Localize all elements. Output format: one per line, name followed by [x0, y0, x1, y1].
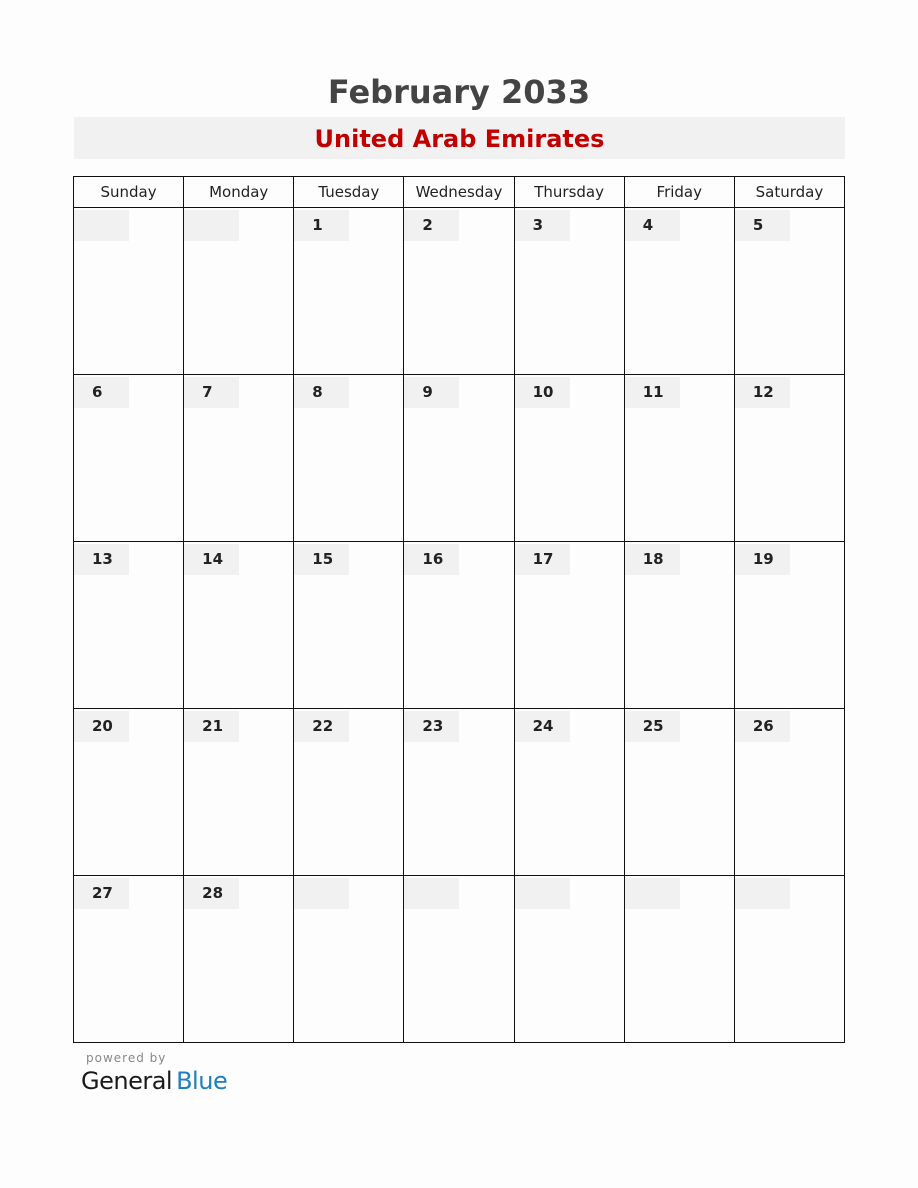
date-badge: 24: [515, 711, 570, 742]
day-cell: [734, 375, 844, 542]
day-cell: [404, 542, 514, 709]
date-badge: [294, 878, 349, 909]
day-cell: [294, 709, 404, 876]
country-title: United Arab Emirates: [314, 125, 605, 153]
date-badge: 13: [74, 544, 129, 575]
day-cell: [74, 375, 184, 542]
date-badge: 23: [404, 711, 459, 742]
date-badge: [74, 210, 129, 241]
date-badge: 26: [735, 711, 790, 742]
day-cell: [514, 876, 624, 1043]
date-badge: [404, 878, 459, 909]
day-cell: [514, 208, 624, 375]
day-cell: [404, 208, 514, 375]
day-cell: [624, 208, 734, 375]
date-badge: [184, 210, 239, 241]
date-badge: [625, 878, 680, 909]
day-cell: [404, 876, 514, 1043]
day-cell: [74, 208, 184, 375]
date-badge: 8: [294, 377, 349, 408]
week-row-5: [74, 876, 845, 1043]
day-cell: [294, 208, 404, 375]
date-badge: 14: [184, 544, 239, 575]
powered-by-label: powered by: [86, 1051, 167, 1065]
week-row-1: [74, 208, 845, 375]
day-cell: [294, 542, 404, 709]
weekday-header-row: [74, 177, 845, 208]
date-badge: 17: [515, 544, 570, 575]
day-cell: [624, 876, 734, 1043]
date-badge: 5: [735, 210, 790, 241]
day-cell: [624, 375, 734, 542]
day-cell: [734, 709, 844, 876]
day-cell: [184, 208, 294, 375]
day-cell: [184, 542, 294, 709]
country-banner: [74, 117, 845, 159]
day-cell: [184, 876, 294, 1043]
date-badge: 7: [184, 377, 239, 408]
day-cell: [184, 709, 294, 876]
brand-blue-text: Blue: [176, 1067, 228, 1095]
date-badge: 2: [404, 210, 459, 241]
weekday-tuesday: Tuesday: [294, 177, 404, 208]
date-badge: 15: [294, 544, 349, 575]
day-cell: [404, 709, 514, 876]
date-badge: 25: [625, 711, 680, 742]
brand-general-text: General: [81, 1067, 173, 1095]
weekday-wednesday: Wednesday: [404, 177, 514, 208]
week-row-4: [74, 709, 845, 876]
day-cell: [514, 542, 624, 709]
date-badge: [735, 878, 790, 909]
day-cell: [734, 542, 844, 709]
day-cell: [74, 542, 184, 709]
day-cell: [514, 375, 624, 542]
date-badge: 21: [184, 711, 239, 742]
weekday-saturday: Saturday: [734, 177, 844, 208]
day-cell: [74, 876, 184, 1043]
date-badge: 22: [294, 711, 349, 742]
calendar-grid: [73, 176, 845, 1043]
week-row-2: [74, 375, 845, 542]
date-badge: 18: [625, 544, 680, 575]
date-badge: 4: [625, 210, 680, 241]
date-badge: 12: [735, 377, 790, 408]
date-badge: 9: [404, 377, 459, 408]
date-badge: 16: [404, 544, 459, 575]
date-badge: 27: [74, 878, 129, 909]
date-badge: [515, 878, 570, 909]
day-cell: [624, 709, 734, 876]
weekday-monday: Monday: [184, 177, 294, 208]
day-cell: [734, 876, 844, 1043]
date-badge: 1: [294, 210, 349, 241]
weekday-friday: Friday: [624, 177, 734, 208]
month-title: February 2033: [327, 73, 591, 111]
day-cell: [404, 375, 514, 542]
weekday-sunday: Sunday: [74, 177, 184, 208]
day-cell: [294, 375, 404, 542]
week-row-3: [74, 542, 845, 709]
date-badge: 3: [515, 210, 570, 241]
weekday-thursday: Thursday: [514, 177, 624, 208]
day-cell: [184, 375, 294, 542]
day-cell: [294, 876, 404, 1043]
date-badge: 6: [74, 377, 129, 408]
date-badge: 11: [625, 377, 680, 408]
date-badge: 20: [74, 711, 129, 742]
day-cell: [734, 208, 844, 375]
generalblue-logo[interactable]: [81, 1067, 227, 1095]
date-badge: 19: [735, 544, 790, 575]
date-badge: 10: [515, 377, 570, 408]
date-badge: 28: [184, 878, 239, 909]
day-cell: [624, 542, 734, 709]
day-cell: [74, 709, 184, 876]
day-cell: [514, 709, 624, 876]
